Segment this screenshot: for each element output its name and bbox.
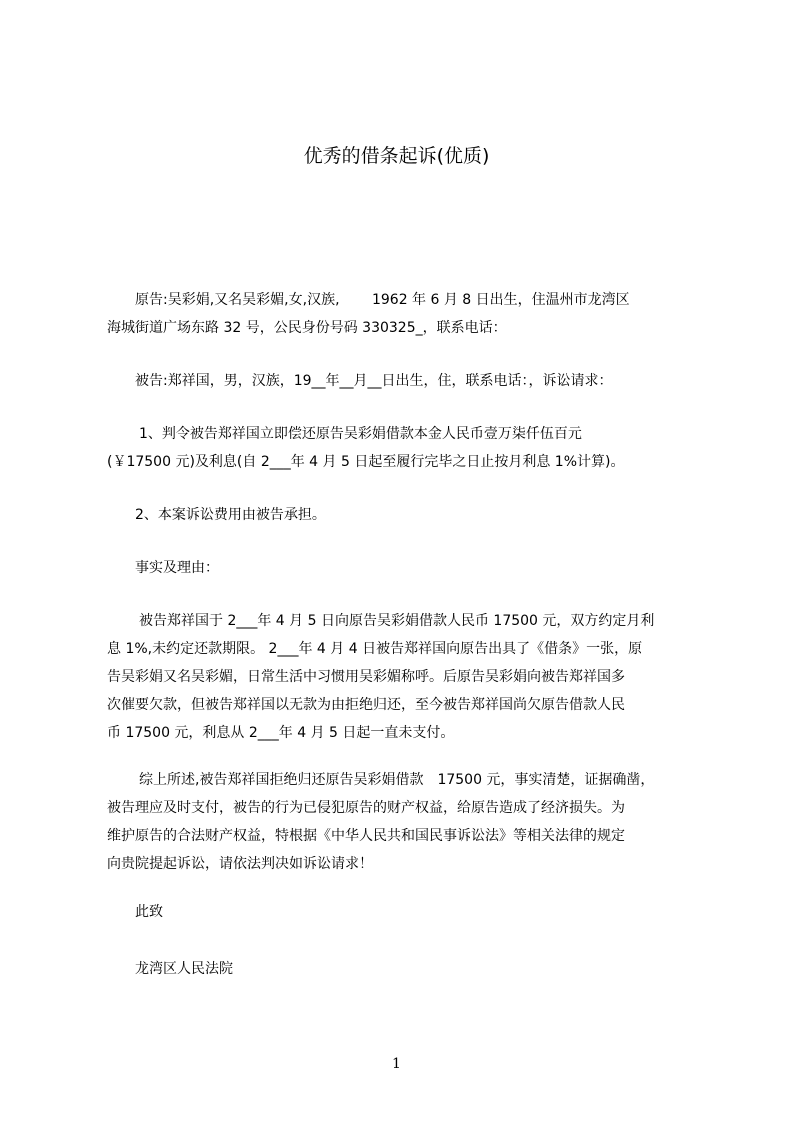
summary-line-2: 被告理应及时支付，被告的行为已侵犯原告的财产权益，给原告造成了经济损失。为 bbox=[107, 800, 625, 816]
defendant-line-1: 被告:郑祥国，男，汉族，19__年__月__日出生，住，联系电话：，诉讼请求： bbox=[135, 373, 613, 389]
claim-1-line-1: 1、判令被告郑祥国立即偿还原告吴彩娟借款本金人民币壹万柒仟伍百元 bbox=[139, 426, 582, 442]
facts-line-4: 次催要欠款，但被告郑祥国以无款为由拒绝归还，至今被告郑祥国尚欠原告借款人民 bbox=[107, 697, 625, 713]
closing-text: 此致 bbox=[135, 904, 163, 920]
facts-line-5: 币 17500 元，利息从 2___年 4 月 5 日起一直未支付。 bbox=[107, 725, 455, 741]
summary-line-1: 综上所述,被告郑祥国拒绝归还原告吴彩娟借款 17500 元，事实清楚，证据确凿， bbox=[139, 772, 655, 788]
claim-2-paragraph bbox=[107, 501, 702, 529]
summary-paragraph bbox=[107, 766, 702, 878]
plaintiff-paragraph bbox=[107, 286, 702, 342]
page-number: 1 bbox=[392, 1056, 401, 1072]
closing-paragraph bbox=[107, 898, 702, 926]
claim-2-line-1: 2、本案诉讼费用由被告承担。 bbox=[135, 507, 326, 523]
document-title: 优秀的借条起诉(优质) bbox=[303, 145, 490, 167]
facts-heading-text: 事实及理由： bbox=[135, 560, 219, 576]
summary-line-4: 向贵院提起诉讼，请依法判决如诉讼请求！ bbox=[107, 856, 373, 872]
facts-paragraph bbox=[107, 607, 702, 747]
plaintiff-line-2: 海城街道广场东路 32 号，公民身份号码 330325_，联系电话： bbox=[107, 320, 507, 336]
facts-line-1: 被告郑祥国于 2___年 4 月 5 日向原告吴彩娟借款人民币 17500 元，双方约定月利 bbox=[139, 613, 655, 629]
facts-heading bbox=[107, 554, 702, 582]
court-name: 龙湾区人民法院 bbox=[135, 961, 233, 977]
plaintiff-line-1: 原告:吴彩娟,又名吴彩媚,女,汉族, 1962 年 6 月 8 日出生，住温州市龙湾区 bbox=[135, 292, 630, 308]
claim-1-line-2: (￥17500 元)及利息(自 2___年 4 月 5 日起至履行完毕之日止按月利息 1%计算)。 bbox=[107, 454, 625, 470]
defendant-paragraph bbox=[107, 367, 702, 395]
summary-line-3: 维护原告的合法财产权益，特根据《中华人民共和国民事诉讼法》等相关法律的规定 bbox=[107, 828, 625, 844]
claim-1-paragraph bbox=[107, 420, 702, 476]
facts-line-3: 告吴彩娟又名吴彩媚，日常生活中习惯用吴彩媚称呼。后原告吴彩娟向被告郑祥国多 bbox=[107, 669, 625, 685]
facts-line-2: 息 1%,未约定还款期限。 2___年 4 月 4 日被告郑祥国向原告出具了《借条》一张，原 bbox=[107, 641, 643, 657]
court-paragraph bbox=[107, 955, 702, 983]
